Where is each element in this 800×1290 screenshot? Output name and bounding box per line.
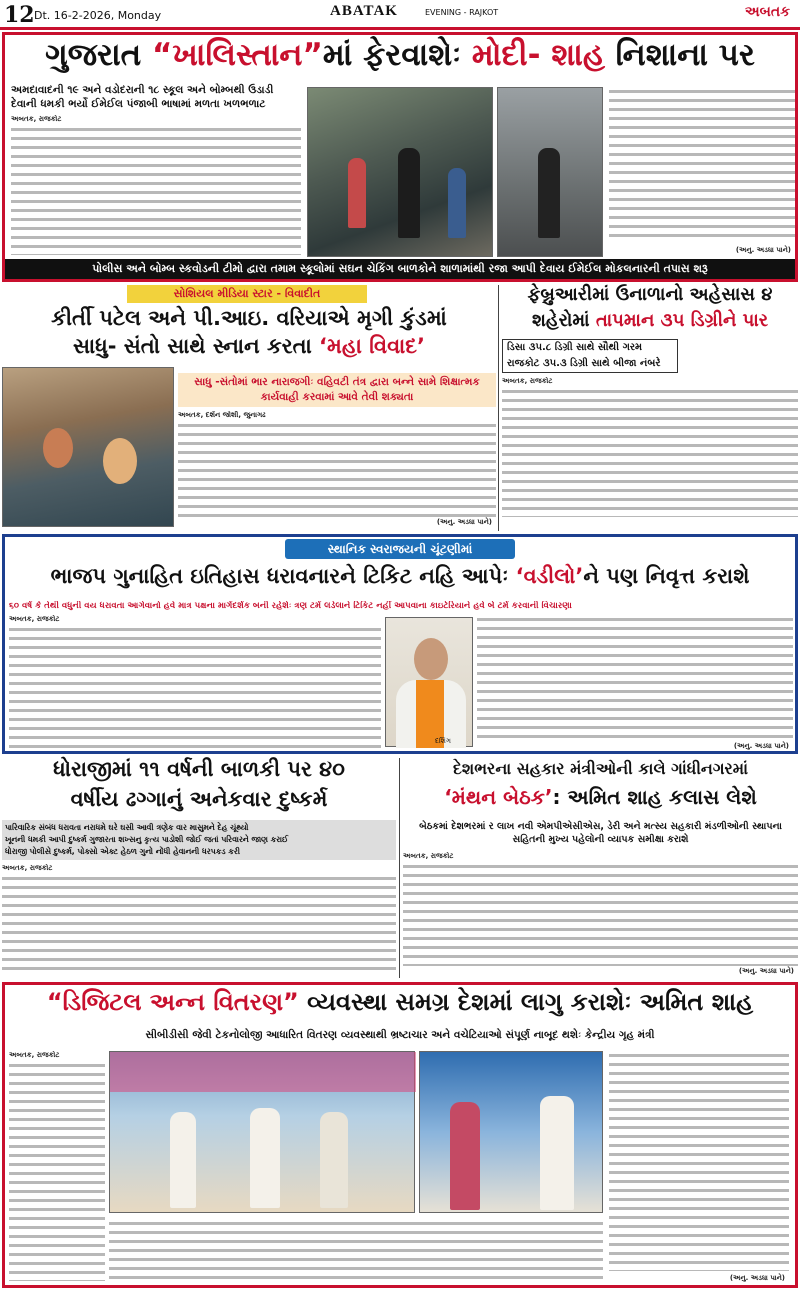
photo-figure [448, 168, 466, 238]
story-khalistan-body-right [609, 87, 795, 255]
sub-b: : અમિત શાહ કલાસ લેશે [552, 785, 757, 809]
story-sahkar [403, 758, 798, 978]
story-khalistan-subhead: અમદાવાદની ૧૯ અને વડોદરાની ૧૮ સ્કૂલ અને બોમ્બથી ઉડાડી દેવાની ધમકી ભર્યો ઈમેઈલ પંજાબી ભાષામાં મળતા ખળભળાટ [11, 84, 274, 110]
byline: અબતક, રાજકોટ [2, 864, 53, 872]
story-dhoraji [2, 758, 396, 978]
text-columns [609, 1051, 789, 1271]
text-columns [109, 1219, 603, 1281]
story-digital-anna [2, 982, 798, 1288]
story-digital-deck: સીબીડીસી જેવી ટેકનોલોજી આધારિત વિતરણ વ્યવસ્થાથી ભ્રષ્ટાચાર અને વચેટિયાઓ સંપૂર્ણ નાબૂદ થશેઃ કેન્દ્રીય ગૃહ મંત્રી [5, 1025, 795, 1045]
photo-figure [348, 158, 366, 228]
text-columns [2, 874, 396, 974]
story-digital-headline [5, 989, 795, 1015]
photo-figure [538, 148, 560, 238]
headline-part2: માં ફેરવાશેઃ [322, 37, 472, 73]
story-kirti-body [178, 411, 496, 527]
text-columns [403, 862, 798, 966]
text-columns [11, 125, 301, 255]
headline-b: ‘વડીલો’ [515, 564, 584, 588]
photo-figure [250, 1108, 280, 1208]
byline: અબતક, રાજકોટ [11, 115, 62, 123]
photo-figure [540, 1096, 574, 1210]
logo: અબતક [744, 4, 790, 20]
story-bjp-body-left [9, 615, 381, 751]
story-temp-headline-line1: ફેબ્રુઆરીમાં ઉનાળાનો અહેસાસ ૪ [527, 284, 773, 305]
story-bjp-body-right [477, 615, 793, 751]
credit: (અનુ. અડધા પાને) [729, 1274, 785, 1282]
headline-part3: મોદી- શાહ [471, 37, 605, 73]
text-columns [178, 421, 496, 517]
headline-quoted: “ખાલિસ્તાન” [152, 37, 323, 73]
photo-mrugi-kund [2, 367, 174, 527]
headline-line2-b: ‘મહા વિવાદ’ [319, 334, 426, 358]
story-sahkar-headline: દેશભરના સહકાર મંત્રીઓની કાલે ગાંધીનગરમાં [452, 759, 749, 778]
bullet-item: પારિવારિક સંબંધ ધરાવતા નરાધમે ઘરે ઘસી આવી ત્રણેક વાર માસુમને દેહ ચૂંથ્યો [5, 823, 249, 832]
stage-banner [110, 1052, 416, 1092]
photo-head [414, 638, 448, 680]
story-kirti-headline-line2 [2, 335, 496, 358]
byline: અબતક, રાજકોટ [9, 1051, 60, 1059]
story-temp-subhead-box [502, 339, 678, 373]
story-khalistan [2, 32, 798, 282]
story-kirti-headline-line1: કીર્તી પટેલ અને પી.આઇ. વરિયાએ મૃગી કુંડમાં [51, 306, 447, 330]
photo-figure [170, 1112, 196, 1208]
brand-edition: EVENING - RAJKOT [425, 8, 499, 17]
story-dhoraji-bullets [2, 820, 396, 860]
story-kirti-subhead: સાધુ -સંતોમાં ભાર નારાજગીઃ વહિવટી તંત્ર દ્વારા બન્ને સામે શિક્ષાત્મક કાર્યવાહી કરવામાં આવે તેવી શક્યતા [178, 373, 496, 407]
story-sahkar-subheadline [403, 786, 798, 808]
text-columns [502, 387, 798, 517]
byline: અબતક, રાજકોટ [403, 852, 454, 860]
text-columns [9, 625, 381, 749]
page-number: 12 [4, 2, 35, 28]
headline-a: ભાજપ ગુનાહિત ઇતિહાસ ધરાવનારને ટિકિટ નહિ આપેઃ [50, 564, 516, 588]
headline-part4: નિશાના પર [604, 37, 755, 73]
photo-figure [450, 1102, 480, 1210]
photo-event-stage [109, 1051, 415, 1213]
headline-line2-a: શહેરોમાં [531, 310, 596, 331]
byline: અબતક, રાજકોટ [502, 377, 553, 385]
column-divider [498, 285, 499, 531]
photo-figure [320, 1112, 348, 1208]
headline-part1: ગુજરાત [45, 37, 153, 73]
photo-figure [103, 438, 137, 484]
story-temp-headline-line2 [502, 311, 798, 331]
photo-school-checking-2 [497, 87, 603, 257]
photo-figure [43, 428, 73, 468]
text-columns [9, 1061, 105, 1281]
headline-a: “ડિજિટલ અન્ન વિતરણ” [46, 988, 299, 1016]
story-temp-subhead-line2: રાજકોટ ૩૫.૩ ડિગ્રી સાથે બીજા નંબરે [507, 358, 661, 369]
story-temp-subhead-line1: ડિસા ૩૫.૮ ડિગ્રી સાથે સૌથી ગરમ [507, 342, 643, 353]
photo-bjp-leader [385, 617, 473, 747]
story-dhoraji-headline-line1: ધોરાજીમાં ૧૧ વર્ષની બાળકી પર ૪૦ [53, 757, 345, 781]
photo-school-checking-1 [307, 87, 493, 257]
date-line: Dt. 16-2-2026, Monday [34, 9, 162, 22]
story-khalistan-headline [5, 38, 795, 72]
story-bjp-headline [5, 565, 795, 588]
bullet-item: ખૂનની ધમકી આપી દુષ્કર્મ ગુજારતા શખ્સનુ કૃત્ય પાડોશી જોઈ જતાં પરિવારને જાણ કરાઈ [5, 835, 289, 844]
story-kirti-kicker: સોશિયલ મીડિયા સ્ટાર - વિવાદીત [127, 285, 367, 303]
sub-a: ‘મંથન બેઠક’ [444, 785, 553, 809]
story-kirti-patel [2, 285, 496, 531]
byline: અબતક, રાજકોટ [9, 615, 60, 623]
story-sahkar-deck: બેઠકમાં દેશભરમાં ર લાખ નવી એમપીએસીએસ, ડેરી અને મત્સ્ય સહકારી મંડળીઓની સ્થાપના સહિતની મુખ્ય પહેલોની વ્યાપક સમીક્ષા કરાશે [419, 821, 782, 845]
text-columns [609, 87, 795, 243]
story-digital-body-mid [109, 1219, 603, 1283]
story-digital-body-right [609, 1051, 789, 1283]
story-temp-body [502, 377, 798, 527]
story-dhoraji-headline-line2: વર્ષીય ઢગ્ગાનું અનેકવાર દુષ્કર્મ [70, 787, 328, 811]
story-khalistan-bottom-bar: પોલીસ અને બોમ્બ સ્કવોડની ટીમો દ્વારા તમામ સ્કૂલોમાં સઘન ચેકિંગ બાળકોને શાળામાંથી રજા આપી દેવાય ઈમેઈલ મોકલનારની તપાસ શરૂ [5, 259, 795, 279]
story-bjp-subhead: ૬૦ વર્ષ કે તેથી વધુની વય ધરાવતા આગેવાનો હવે માત્ર પક્ષના માર્ગદર્શક બની રહેશેઃ ત્રણ ટર્મ લડેલાને ટિકિટ નહીં આપવાના કાઇટેરિયાને હવે બે ટર્મ કરવાની વિચારણા [9, 601, 572, 611]
story-khalistan-body [11, 115, 301, 255]
story-dhoraji-body [2, 864, 396, 976]
story-bjp-kicker: સ્થાનિક સ્વરાજયની ચૂંટણીમાં [285, 539, 515, 559]
story-bjp-photo-caption: દશિંગ [435, 737, 452, 745]
byline: અબતક, દર્શન જોશી, જુનાગઢ [178, 411, 266, 419]
brand-name: ABATAK [330, 3, 398, 19]
credit: (અનુ. અડધા પાને) [735, 246, 791, 254]
bullet-item: ધોરાજી પોલીસે દુષ્કર્મ, પોક્સો એક્ટ હેઠળ ગુનો નોંધી હેવાનની ધરપકડ કરી [5, 847, 241, 856]
story-digital-body-left [9, 1051, 105, 1283]
photo-event-award [419, 1051, 603, 1213]
photo-figure [398, 148, 420, 238]
credit: (અનુ. અડધા પાને) [733, 742, 789, 750]
column-divider [399, 758, 400, 978]
story-sahkar-body [403, 852, 798, 976]
credit: (અનુ. અડધા પાને) [436, 518, 492, 526]
masthead [0, 0, 800, 30]
headline-c: ને પણ નિવૃત્ત કરાશે [583, 564, 750, 588]
credit: (અનુ. અડધા પાને) [738, 967, 794, 975]
headline-line2-b: તાપમાન ૩૫ ડિગ્રીને પાર [595, 310, 769, 331]
text-columns [477, 615, 793, 739]
headline-b: વ્યવસ્થા સમગ્ર દેશમાં લાગુ કરાશેઃ અમિત શાહ [298, 988, 754, 1016]
headline-line2-a: સાધુ- સંતો સાથે સ્નાન કરતા [72, 334, 320, 358]
story-temperature [502, 285, 798, 531]
story-bjp-ticket [2, 534, 798, 754]
